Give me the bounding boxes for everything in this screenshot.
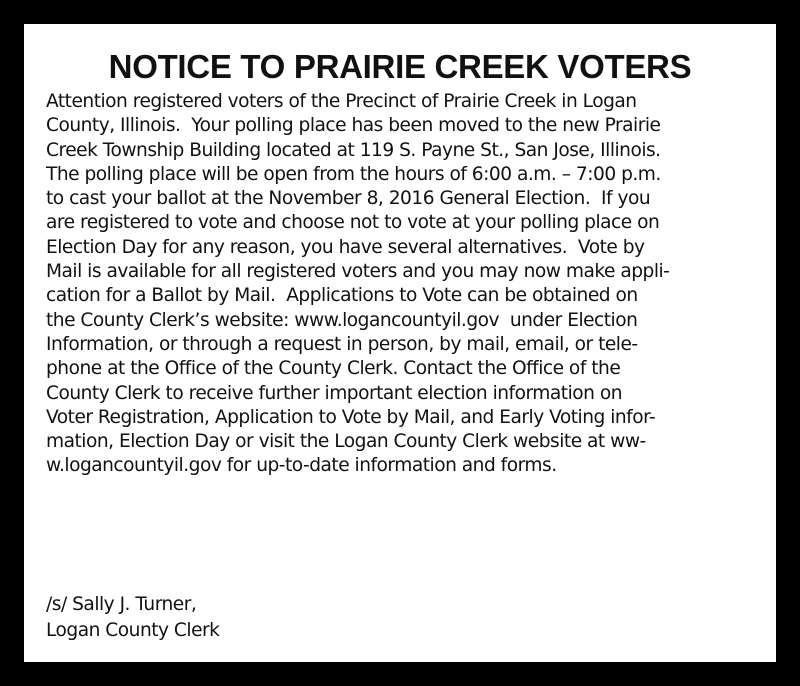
body-line: are registered to vote and choose not to vote at your polling place on bbox=[46, 212, 660, 234]
body-line: cation for a Ballot by Mail. Applications to Vote can be obtained on bbox=[46, 285, 638, 307]
signature-block bbox=[46, 592, 219, 644]
body-line: the County Clerk’s website: www.logancountyil.gov under Election bbox=[46, 309, 638, 331]
signature-name: /s/ Sally J. Turner, bbox=[46, 594, 197, 615]
body-line: Creek Township Building located at 119 S. Payne St., San Jose, Illinois. bbox=[46, 139, 661, 161]
body-line: w.logancountyil.gov for up-to-date information and forms. bbox=[46, 455, 557, 477]
body-line: The polling place will be open from the hours of 6:00 a.m. – 7:00 p.m. bbox=[46, 163, 661, 185]
body-line: County Clerk to receive further important election information on bbox=[46, 382, 622, 404]
body-line: mation, Election Day or visit the Logan County Clerk website at ww- bbox=[46, 431, 646, 453]
body-line: Information, or through a request in person, by mail, email, or tele- bbox=[46, 333, 638, 355]
body-line: Mail is available for all registered voters and you may now make appli- bbox=[46, 261, 670, 283]
body-line: Voter Registration, Application to Vote by Mail, and Early Voting infor- bbox=[46, 406, 656, 428]
notice-page bbox=[24, 24, 776, 662]
body-line: Attention registered voters of the Precinct of Prairie Creek in Logan bbox=[46, 91, 637, 112]
body-line: Election Day for any reason, you have several alternatives. Vote by bbox=[46, 236, 645, 258]
body-line: to cast your ballot at the November 8, 2016 General Election. If you bbox=[46, 188, 651, 210]
notice-body bbox=[46, 90, 669, 479]
body-line: phone at the Office of the County Clerk. Contact the Office of the bbox=[46, 358, 621, 380]
signature-title: Logan County Clerk bbox=[46, 620, 220, 641]
body-line: County, Illinois. Your polling place has been moved to the new Prairie bbox=[46, 115, 661, 137]
notice-title: NOTICE TO PRAIRIE CREEK VOTERS bbox=[108, 48, 692, 85]
